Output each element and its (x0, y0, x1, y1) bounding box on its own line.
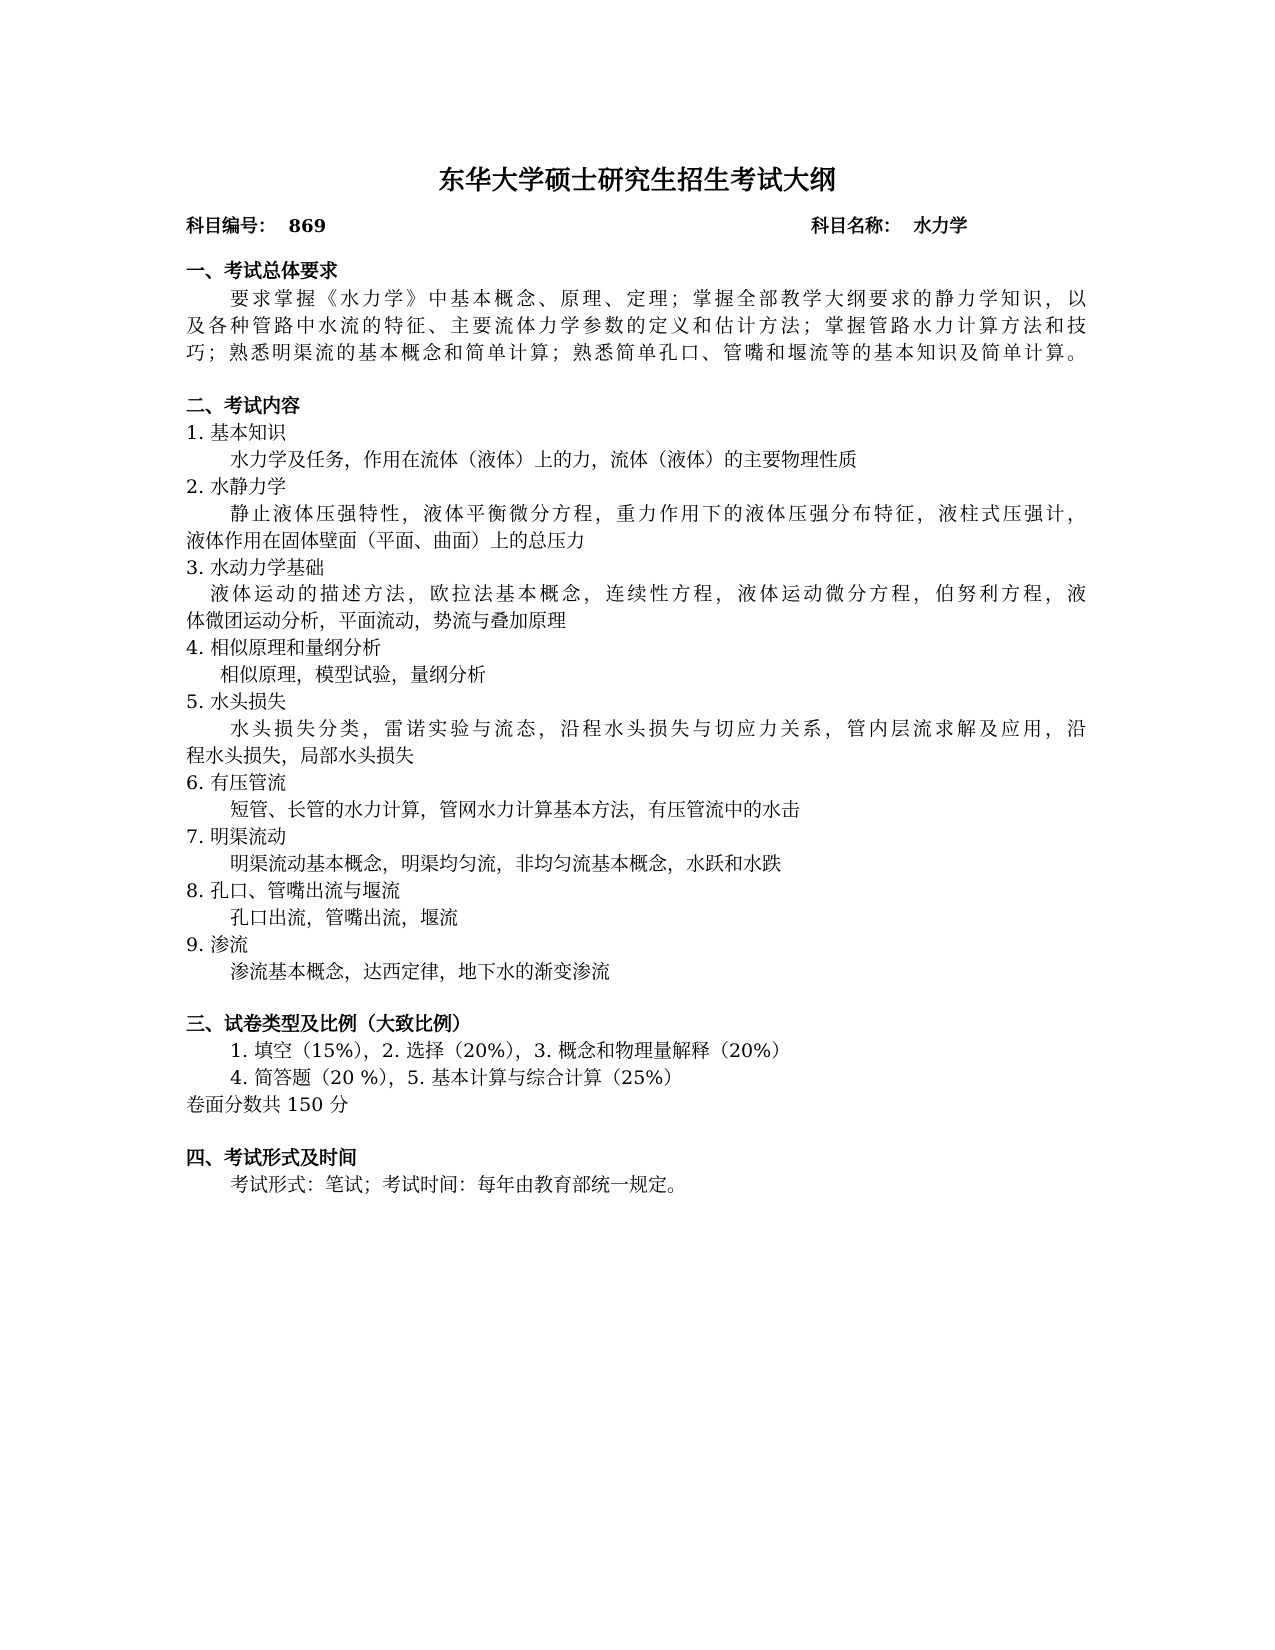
section3-heading: 三、试卷类型及比例（大致比例） (186, 1013, 472, 1035)
content-item-text: 短管、长管的水力计算，管网水力计算基本方法，有压管流中的水击 (230, 799, 801, 821)
section3-line: 1. 填空（15%），2. 选择（20%），3. 概念和物理量解释（20%） (230, 1040, 791, 1062)
content-item-text: 静止液体压强特性，液体平衡微分方程，重力作用下的液体压强分布特征，液柱式压强计， (230, 503, 1086, 525)
content-item-text: 体微团运动分析，平面流动，势流与叠加原理 (186, 610, 567, 632)
content-item-text: 液体运动的描述方法，欧拉法基本概念，连续性方程，液体运动微分方程，伯努利方程，液 (210, 583, 1086, 605)
content-item-title: 6. 有压管流 (186, 772, 287, 794)
content-item-title: 2. 水静力学 (186, 476, 287, 498)
document-title: 东华大学硕士研究生招生考试大纲 (438, 166, 837, 196)
section3-total: 卷面分数共 150 分 (186, 1094, 349, 1116)
content-item-text: 明渠流动基本概念，明渠均匀流，非均匀流基本概念，水跃和水跌 (230, 853, 782, 875)
section1-line: 要求掌握《水力学》中基本概念、原理、定理；掌握全部教学大纲要求的静力学知识，以 (230, 288, 1086, 310)
content-item-title: 5. 水头损失 (186, 691, 287, 713)
subject-name-label: 科目名称： (811, 216, 901, 237)
content-item-title: 7. 明渠流动 (186, 826, 287, 848)
content-item-title: 8. 孔口、管嘴出流与堰流 (186, 880, 401, 902)
subject-name (811, 212, 968, 238)
content-item-text: 相似原理，模型试验，量纲分析 (220, 664, 487, 686)
content-item-text: 水头损失分类，雷诺实验与流态，沿程水头损失与切应力关系，管内层流求解及应用，沿 (230, 718, 1086, 740)
section1-line: 及各种管路中水流的特征、主要流体力学参数的定义和估计方法；掌握管路水力计算方法和技 (186, 315, 1086, 337)
section1-line: 巧；熟悉明渠流的基本概念和简单计算；熟悉简单孔口、管嘴和堰流等的基本知识及简单计算。 (186, 342, 1086, 364)
content-item-title: 9. 渗流 (186, 934, 249, 956)
content-item-text: 液体作用在固体壁面（平面、曲面）上的总压力 (186, 530, 586, 552)
subject-code-label: 科目编号： (186, 216, 276, 237)
section4-heading: 四、考试形式及时间 (186, 1147, 358, 1169)
content-item-text: 程水头损失，局部水头损失 (186, 745, 415, 767)
subject-code-value: 869 (288, 216, 327, 237)
content-item-text: 水力学及任务，作用在流体（液体）上的力，流体（液体）的主要物理性质 (230, 449, 858, 471)
content-item-title: 3. 水动力学基础 (186, 557, 325, 579)
content-item-title: 1. 基本知识 (186, 422, 287, 444)
subject-code (186, 212, 326, 238)
section4-line: 考试形式：笔试；考试时间：每年由教育部统一规定。 (230, 1174, 687, 1196)
content-item-text: 孔口出流，管嘴出流，堰流 (230, 907, 459, 929)
section2-heading: 二、考试内容 (186, 395, 301, 417)
content-item-text: 渗流基本概念，达西定律，地下水的渐变渗流 (230, 961, 611, 983)
section3-line: 4. 简答题（20 %），5. 基本计算与综合计算（25%） (230, 1067, 683, 1089)
subject-name-value: 水力学 (913, 216, 968, 237)
content-item-title: 4. 相似原理和量纲分析 (186, 637, 382, 659)
section1-heading: 一、考试总体要求 (186, 260, 339, 282)
